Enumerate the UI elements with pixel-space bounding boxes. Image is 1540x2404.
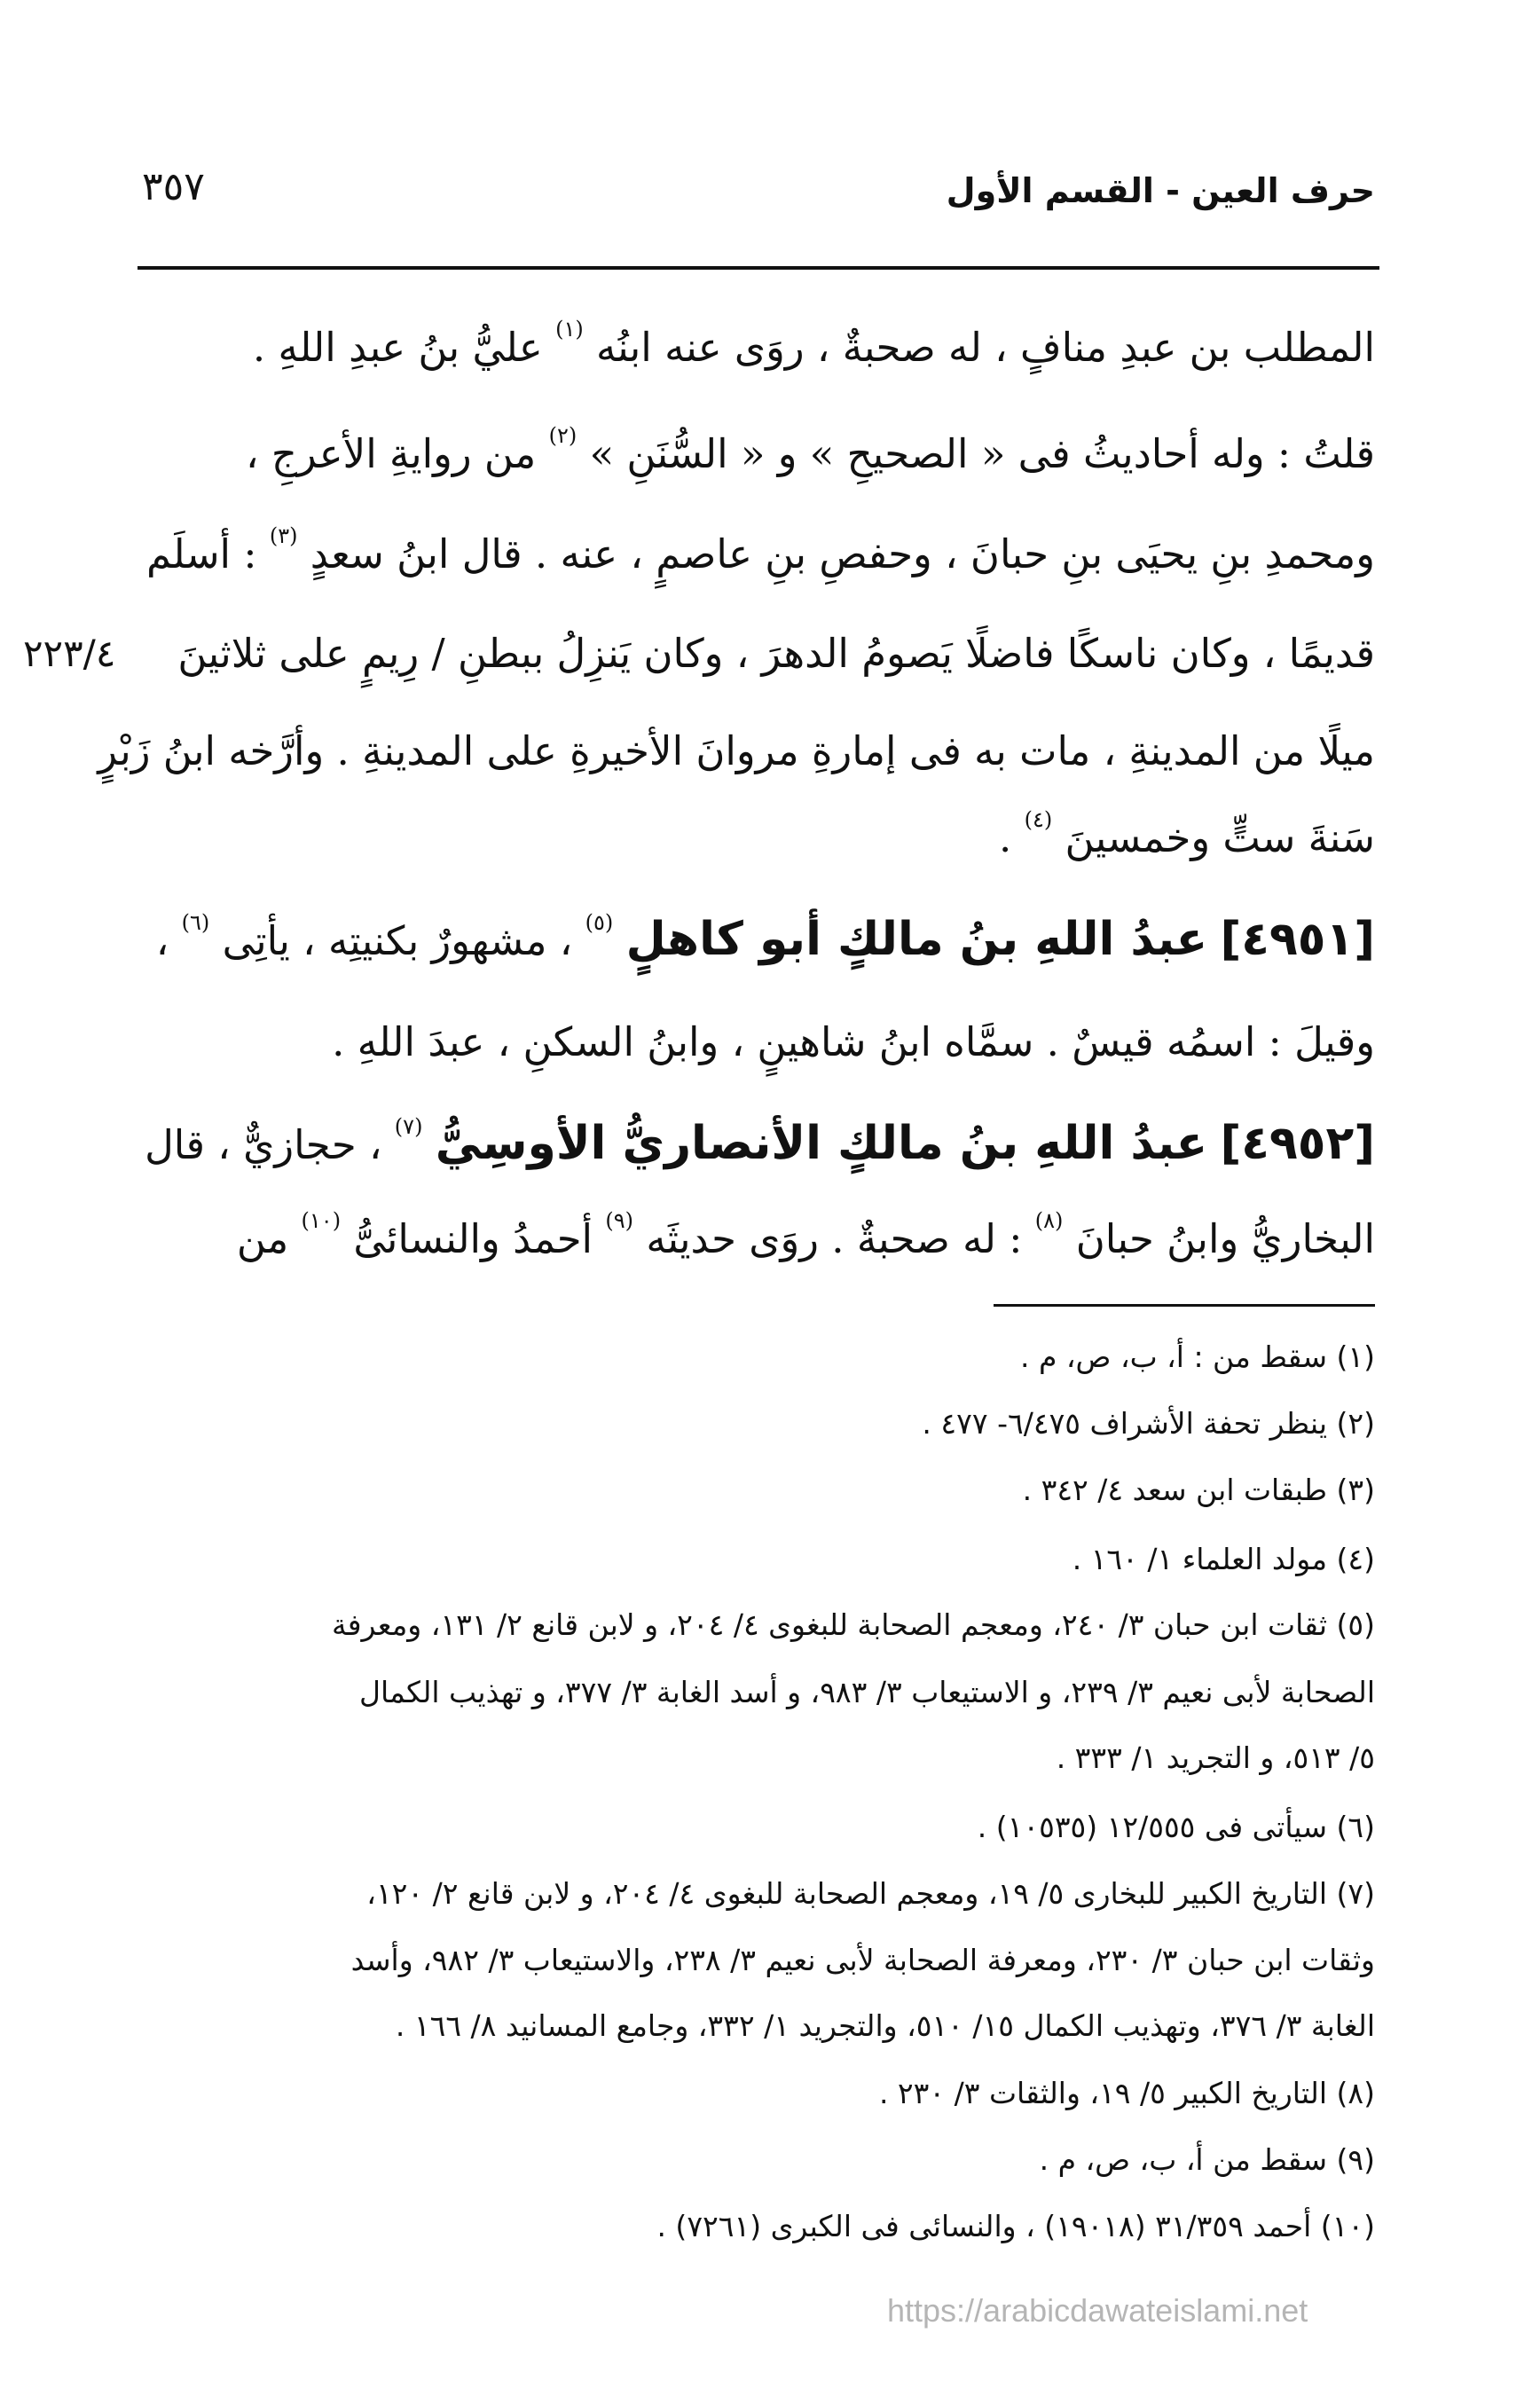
footnote-ref: (٥) <box>585 910 614 935</box>
footnote-5-line-2: الصحابة لأبى نعيم ٣/ ٢٣٩، و الاستيعاب ٣/ ٩٨٣، و أسد الغابة ٣/ ٣٧٧، و تهذيب الكمال <box>358 1675 1375 1709</box>
body-line: قديمًا ، وكان ناسكًا فاضلًا يَصومُ الدهرَ ، وكان يَنزِلُ ببطنِ / رِيمٍ على ثلاثينَ <box>177 630 1375 677</box>
footnote-7-line-3: الغابة ٣/ ٣٧٦، وتهذيب الكمال ١٥/ ٥١٠، والتجريد ١/ ٣٣٢، وجامع المسانيد ٨/ ١٦٦ . <box>395 2008 1375 2043</box>
text: المطلب بن عبدِ منافٍ ، له صحبةٌ ، روَى عنه ابنُه <box>596 324 1375 371</box>
text: من روايةِ الأعرجِ ، <box>245 430 537 477</box>
body-line <box>169 807 1375 862</box>
footnote-ref: (١٠) <box>301 1208 342 1233</box>
footnote-5-line-3: ٥/ ٥١٣، و التجريد ١/ ٣٣٣ . <box>1056 1740 1375 1775</box>
body-line: ميلًا من المدينةِ ، مات به فى إمارةِ مروانَ الأخيرةِ على المدينةِ . وأرَّخه ابنُ زَبْرٍ <box>98 727 1375 774</box>
body-line <box>169 317 1375 372</box>
entry-number: [٤٩٥١] <box>1220 913 1375 966</box>
footnote-2: (٢) ينظر تحفة الأشراف ٦/٤٧٥- ٤٧٧ . <box>922 1406 1375 1441</box>
body-line <box>169 1208 1375 1263</box>
footnote-separator <box>994 1304 1375 1307</box>
page-number: ٣٥٧ <box>142 164 205 209</box>
footnote-7-line-2: وثقات ابن حبان ٣/ ٢٣٠، ومعرفة الصحابة لأبى نعيم ٣/ ٢٣٨، والاستيعاب ٣/ ٩٨٢، وأسد <box>350 1943 1375 1977</box>
footnote-6: (٦) سيأتى فى ١٢/٥٥٥ (١٠٥٣٥) . <box>977 1810 1375 1844</box>
text: ومحمدِ بنِ يحيَى بنِ حبانَ ، وحفصِ بنِ عاصمٍ ، عنه . قال ابنُ سعدٍ <box>310 530 1375 577</box>
text: البخاريُّ وابنُ حبانَ <box>1075 1215 1375 1262</box>
footnote-ref: (٩) <box>605 1208 633 1233</box>
footnote-ref: (٦) <box>181 910 210 935</box>
footnote-10: (١٠) أحمد ٣١/٣٥٩ (١٩٠١٨) ، والنسائى فى الكبرى (٧٢٦١) . <box>656 2209 1375 2243</box>
text: سَنةَ ستٍّ وخمسينَ <box>1065 814 1375 861</box>
entry-number: [٤٩٥٢] <box>1220 1117 1375 1170</box>
text: من <box>236 1215 289 1262</box>
body-line <box>169 423 1375 478</box>
footnote-4: (٤) مولد العلماء ١/ ١٦٠ . <box>1072 1542 1375 1576</box>
text: قلتُ : وله أحاديثُ فى « الصحيحِ » و « السُّنَنِ » <box>589 430 1375 477</box>
footnote-ref: (٢) <box>548 423 578 448</box>
header-rule <box>138 266 1379 270</box>
footnote-ref: (٤) <box>1024 807 1053 832</box>
footnote-1: (١) سقط من : أ، ب، ص، م . <box>1020 1339 1375 1374</box>
running-header <box>142 164 1375 235</box>
footnote-ref: (١) <box>555 317 584 342</box>
footnote-9: (٩) سقط من أ، ب، ص، م . <box>1039 2142 1375 2177</box>
text: . <box>998 814 1012 861</box>
watermark-url: https://arabicdawateislami.net <box>887 2292 1308 2329</box>
footnote-5-line-1: (٥) ثقات ابن حبان ٣/ ٢٤٠، ومعجم الصحابة للبغوى ٤/ ٢٠٤، و لابن قانع ٢/ ١٣١، ومعرفة <box>332 1607 1375 1642</box>
header-title: حرف العين - القسم الأول <box>946 171 1375 210</box>
entry-4952-line <box>145 1114 1375 1171</box>
entry-name: عبدُ اللهِ بنُ مالكٍ الأنصاريُّ الأوسِيُّ <box>435 1117 1208 1170</box>
footnote-7-line-1: (٧) التاريخ الكبير للبخارى ٥/ ١٩، ومعجم الصحابة للبغوى ٤/ ٢٠٤، و لابن قانع ٢/ ١٢٠، <box>366 1876 1375 1911</box>
text: ، حجازيٌّ ، قال <box>145 1121 382 1168</box>
body-line <box>145 523 1375 578</box>
footnote-3: (٣) طبقات ابن سعد ٤/ ٣٤٢ . <box>1022 1473 1375 1507</box>
text: ، <box>155 917 169 964</box>
text: ، مشهورٌ بكنيتِه ، يأتِى <box>222 917 573 964</box>
footnote-8: (٨) التاريخ الكبير ٥/ ١٩، والثقات ٣/ ٢٣٠ . <box>878 2076 1375 2110</box>
text: عليُّ بنُ عبدِ اللهِ . <box>252 324 543 371</box>
text: أحمدُ والنسائىُّ <box>353 1215 593 1262</box>
footnote-ref: (٨) <box>1034 1208 1064 1233</box>
footnote-ref: (٣) <box>269 523 298 548</box>
entry-4951-line <box>155 910 1375 967</box>
footnote-ref: (٧) <box>394 1114 423 1139</box>
text: : أسلَم <box>145 530 257 577</box>
text: : له صحبةٌ . روَى حديثَه <box>646 1215 1023 1262</box>
body-line: وقيلَ : اسمُه قيسٌ . سمَّاه ابنُ شاهينٍ ، وابنُ السكنِ ، عبدَ اللهِ . <box>332 1018 1375 1065</box>
margin-volume-page: ٢٢٣/٤ <box>23 632 116 675</box>
entry-name: عبدُ اللهِ بنُ مالكٍ أبو كاهلٍ <box>625 913 1208 966</box>
